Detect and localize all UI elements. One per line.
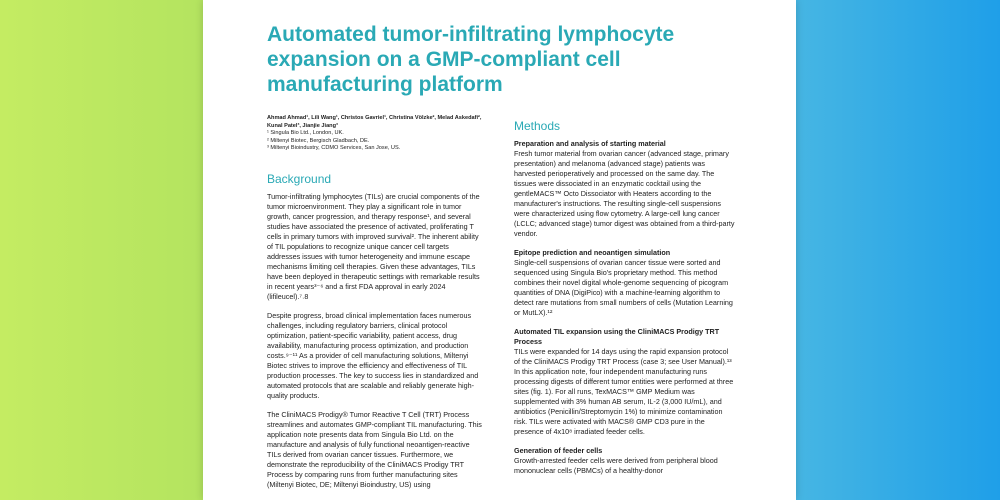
right-column bbox=[514, 119, 736, 485]
background-paragraph-1: Tumor-infiltrating lymphocytes (TILs) are crucial components of the tumor microenvironment. They play a significant role in tumor growth, cancer progression, and therapy response¹, and several studies have associated the presence of activated, proliferating T cells in primary tumors with improved survival². The inherent ability of TIL populations to recognize unique cancer cell targets addresses issues with tumor heterogeneity and immune escape mechanisms limiting cell therapies. Given these advantages, TILs have been deployed in therapeutic settings with remarkable results in recent years³⁻⁶ and a first FDA approval in early 2024 (lifileucel).⁷˒8 bbox=[267, 192, 480, 301]
left-column bbox=[267, 172, 483, 499]
methods-paragraph-1: Fresh tumor material from ovarian cancer (advanced stage, primary presentation) and melanoma (advanced stage) patients was harvested perioperatively and processed on the same day. The tissues were dissociated in an enzymatic cocktail using the gentleMACS™ Octo Dissociator with Heaters according to the manufacturer's instructions. The resulting single-cell suspensions were characterized using flow cytometry. A large-cell lung cancer (LCLC; advanced stage) tumor digest was obtained from a third-party vendor. bbox=[514, 149, 735, 238]
document-page bbox=[203, 0, 796, 500]
affiliation-1: ¹ Singula Bio Ltd., London, UK. bbox=[267, 130, 344, 137]
affiliation-3: ³ Miltenyi Bioindustry, CDMO Services, San Jose, US. bbox=[267, 145, 401, 152]
methods-subheading-1: Preparation and analysis of starting material bbox=[514, 139, 666, 148]
methods-subheading-2: Epitope prediction and neoantigen simulation bbox=[514, 248, 671, 257]
methods-paragraph-2: Single-cell suspensions of ovarian cancer tissue were sorted and sequenced using Singula Bio's proprietary method. This method combines their novel digital whole-genome sequencing of picogram quantities of DNA (DigiPico) with a machine-learning algorithm to detect rare mutations from small numbers of cells (Mutation Learning or MutLX).¹² bbox=[514, 258, 733, 317]
methods-subheading-4: Generation of feeder cells bbox=[514, 446, 603, 455]
methods-paragraph-3: TILs were expanded for 14 days using the rapid expansion protocol of the CliniMACS Prodigy TRT Process (case 3; see User Manual).¹³ In this application note, four independent manufacturing runs processing digests of different tumor entities were performed at three sites (fig. 1). For all runs, TexMACS™ GMP Medium was supplemented with 3% human AB serum, IL-2 (3,000 IU/mL), and antibiotics (Penicillin/Streptomycin 1%) to minimize contamination risk. TILs were activated with MACS® GMP CD3 pure in the presence of 4x10⁸ irradiated feeder cells. bbox=[514, 347, 734, 436]
author-block bbox=[267, 115, 482, 153]
background-paragraph-3: The CliniMACS Prodigy® Tumor Reactive T Cell (TRT) Process streamlines and automates GMP-compliant TIL manufacturing. This application note presents data from Singula Bio Ltd. on the manufacture and analysis of fully functional neoantigen-reactive TILs derived from ovarian cancer tissues. Furthermore, we demonstrate the reproducibility of the CliniMACS Prodigy TRT Process by comparing runs from further manufacturing sites (Miltenyi Biotec, DE; Miltenyi Bioindustry, US) using bbox=[267, 410, 482, 489]
methods-paragraph-4: Growth-arrested feeder cells were derived from peripheral blood mononuclear cells (PBMCs) of a healthy-donor bbox=[514, 456, 718, 475]
methods-heading: Methods bbox=[514, 119, 561, 133]
author-list: Ahmad Ahmad¹, Lili Wang¹, Christos Gavriel¹, Christina Völzke², Melad Askedafi², Kunal Patel³, Jianjie Jiang³ bbox=[267, 115, 482, 129]
document-title: Automated tumor-infiltrating lymphocyte expansion on a GMP-compliant cell manufacturing platform bbox=[267, 23, 675, 96]
background-heading: Background bbox=[267, 172, 332, 186]
background-paragraph-2: Despite progress, broad clinical implementation faces numerous challenges, including regulatory barriers, clinical protocol optimization, patient-specific variability, patient access, drug availability, manufacturing process optimization, and production costs.⁹⁻¹¹ As a provider of cell manufacturing solutions, Miltenyi Biotec strives to improve the efficiency and effectiveness of TIL production processes. The key to success lies in standardized and automated protocols that are scalable and reliably generate high-quality products. bbox=[267, 311, 479, 400]
methods-subheading-3: Automated TIL expansion using the CliniMACS Prodigy TRT Process bbox=[514, 327, 720, 346]
affiliation-2: ² Miltenyi Biotec, Bergisch Gladbach, DE. bbox=[267, 137, 370, 144]
